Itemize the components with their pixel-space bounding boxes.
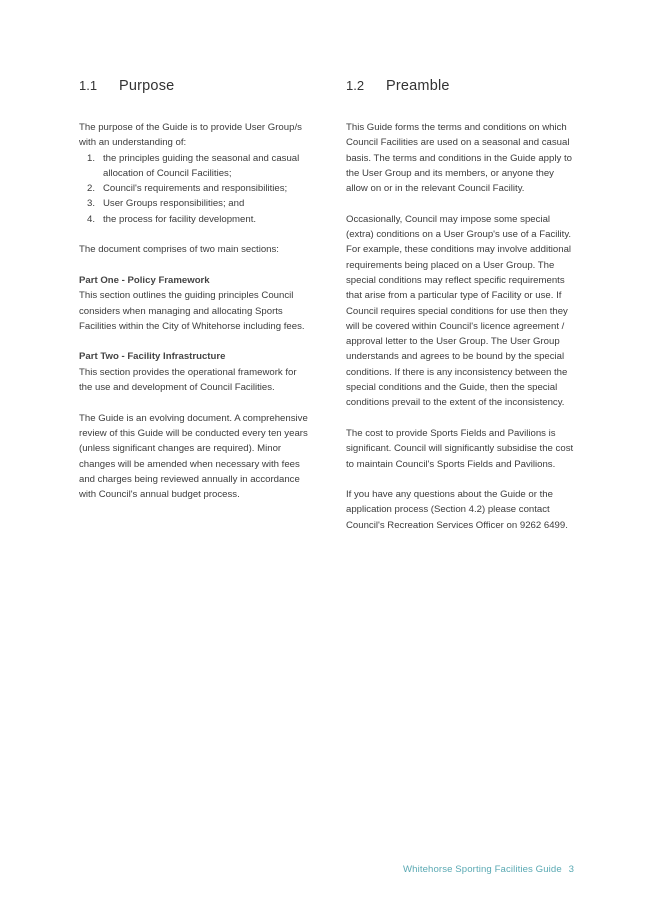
evolving-document-paragraph: The Guide is an evolving document. A comprehensive review of this Guide will be conducted every ten years (unless significant changes are required). Minor changes will be amended when necessary with fees and charges being reviewed annually in accordance with Council's annual budget process. [79, 412, 308, 501]
preamble-paragraph-4: If you have any questions about the Guide or the application process (Section 4.2) please contact Council's Recreation Services Officer on 9262 6499. [346, 489, 568, 531]
list-item: 3. User Groups responsibilities; and [87, 198, 245, 210]
section-heading-preamble [346, 78, 576, 98]
section-heading-purpose [79, 78, 311, 98]
right-column [346, 78, 576, 533]
part-two-text: This section provides the operational framework for the use and development of Council Facilities. [79, 366, 297, 394]
preamble-paragraph-1: This Guide forms the terms and conditions on which Council Facilities are used on a seasonal and casual basis. The terms and conditions in the Guide apply to the User Group and its members, or anyone they allow on or in the relevant Council Facility. [346, 122, 572, 195]
left-column [79, 78, 311, 502]
sections-intro: The document comprises of two main sections: [79, 244, 279, 256]
list-item: 4. the process for facility development. [87, 213, 257, 225]
section-number: 1.2 [346, 78, 365, 93]
list-item: 1. the principles guiding the seasonal and casual allocation of Council Facilities; [87, 152, 300, 179]
part-two-title: Part Two - Facility Infrastructure [79, 351, 226, 363]
preamble-paragraph-2: Occasionally, Council may impose some special (extra) conditions on a User Group's use of a Facility. For example, these conditions may involve additional requirements being placed on a User Group. The special conditions may reflect specific requirements that arise from a particular type of Facility or use. If Council requires special conditions for use then they will be covered within Council's licence agreement / approval letter to the User Group. The User Group understands and agrees to be bound by the special conditions. If there is any inconsistency between the special conditions and the Guide, then the special conditions prevail to the extent of the inconsistency. [346, 213, 572, 409]
page-number: 3 [568, 864, 574, 875]
page-footer [403, 864, 574, 875]
section-title: Purpose [119, 78, 175, 94]
list-item: 2. Council's requirements and responsibilities; [87, 183, 288, 195]
part-one-title: Part One - Policy Framework [79, 274, 210, 286]
purpose-list [79, 151, 311, 227]
section-title: Preamble [386, 78, 450, 94]
purpose-intro: The purpose of the Guide is to provide User Group/s with an understanding of: [79, 122, 302, 149]
section-number: 1.1 [79, 78, 98, 93]
part-one-text: This section outlines the guiding principles Council considers when managing and allocating Sports Facilities within the City of Whitehorse including fees. [79, 290, 305, 332]
footer-title: Whitehorse Sporting Facilities Guide [403, 864, 562, 875]
preamble-paragraph-3: The cost to provide Sports Fields and Pavilions is significant. Council will significantly subsidise the cost to maintain Council's Sports Fields and Pavilions. [346, 427, 574, 470]
